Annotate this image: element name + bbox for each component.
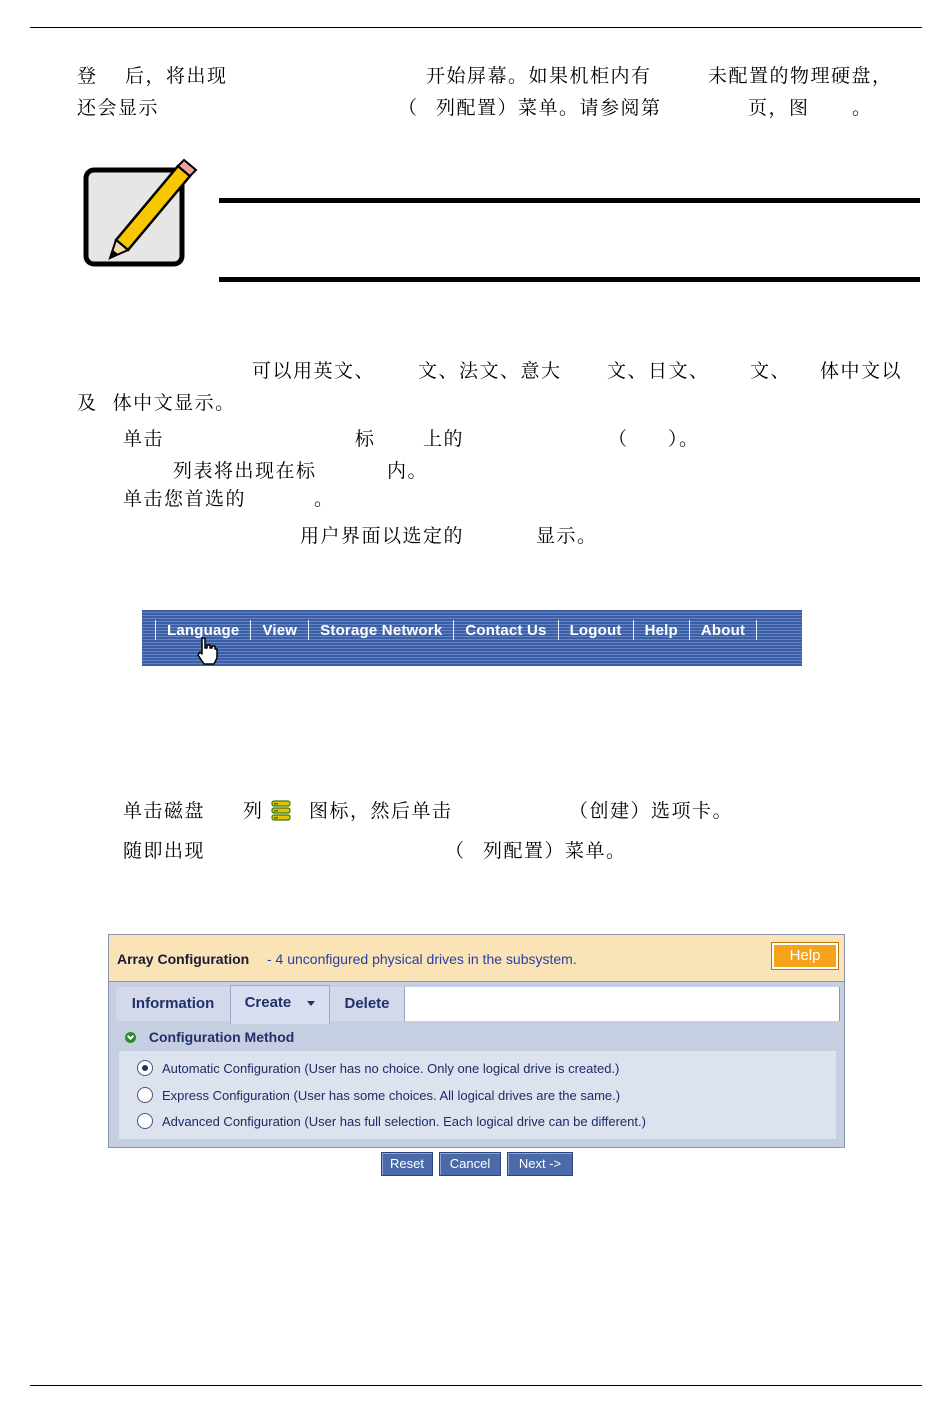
para1-line2-c: 列配置）菜单。请参阅第 xyxy=(436,97,662,119)
step1-c: 上的 xyxy=(423,428,465,450)
para1-line2-d: 页，图 xyxy=(748,97,810,119)
radio-automatic[interactable] xyxy=(137,1060,153,1076)
footer-rule xyxy=(30,1385,922,1386)
step3-result-c: 列配置）菜单。 xyxy=(483,840,627,862)
nav-help[interactable]: Help xyxy=(644,621,678,639)
nav-separator xyxy=(155,620,156,640)
panel-subtitle: - 4 unconfigured physical drives in the subsystem. xyxy=(267,951,577,967)
option-advanced-label: Advanced Configuration (User has full selection. Each logical drive can be different.) xyxy=(162,1114,646,1129)
nav-separator xyxy=(250,620,251,640)
step1-b: 标 xyxy=(355,428,376,450)
nav-contact-us[interactable]: Contact Us xyxy=(465,621,547,639)
nav-separator xyxy=(308,620,309,640)
para2-line1-e: 体中文以 xyxy=(820,360,903,382)
option-automatic-label: Automatic Configuration (User has no choice. Only one logical drive is created.) xyxy=(162,1061,620,1076)
tab-delete[interactable] xyxy=(330,987,405,1021)
note-rule-top xyxy=(219,198,920,203)
para1-line1-b: 后，将出现 xyxy=(125,65,228,87)
collapse-toggle-icon[interactable] xyxy=(125,1032,136,1043)
nav-separator xyxy=(633,620,634,640)
tab-create[interactable] xyxy=(230,985,330,1024)
header-rule xyxy=(30,27,922,28)
configuration-method-section[interactable] xyxy=(125,1029,294,1045)
option-express-label: Express Configuration (User has some choices. All logical drives are the same.) xyxy=(162,1088,621,1103)
para1-line2-a: 还会显示 xyxy=(77,97,160,119)
top-navigation-bar xyxy=(142,610,802,666)
step1-result-a: 列表将出现在标 xyxy=(173,460,317,482)
para1-line1-c: 开始屏幕。如果机柜内有 xyxy=(426,65,652,87)
para2-line1-b: 文、法文、意大 xyxy=(418,360,562,382)
next-button[interactable]: Next -> xyxy=(507,1152,573,1176)
nav-separator xyxy=(558,620,559,640)
help-button[interactable]: Help xyxy=(772,943,838,969)
step3-result-a: 随即出现 xyxy=(123,840,206,862)
step1-a: 单击 xyxy=(123,428,165,450)
action-buttons xyxy=(381,1152,573,1176)
para1-line2-e: 。 xyxy=(852,97,873,119)
nav-separator xyxy=(756,620,757,640)
option-automatic[interactable] xyxy=(137,1060,619,1076)
note-rule-bottom xyxy=(219,277,920,282)
step3-b: 列 xyxy=(243,800,264,822)
tab-information[interactable] xyxy=(116,987,231,1021)
radio-express[interactable] xyxy=(137,1087,153,1103)
step3-result-b: （ xyxy=(445,840,466,862)
nav-items xyxy=(152,618,760,642)
step1-e: ）。 xyxy=(668,428,700,450)
step3-d: （创建）选项卡。 xyxy=(569,800,734,822)
tab-strip xyxy=(116,987,840,1021)
para2-line1-a: 可以用英文、 xyxy=(252,360,376,382)
panel-title: Array Configuration xyxy=(117,951,250,967)
radio-advanced[interactable] xyxy=(137,1113,153,1129)
nav-storage-network[interactable]: Storage Network xyxy=(320,621,443,639)
option-express[interactable] xyxy=(137,1087,620,1103)
disk-array-icon xyxy=(271,800,291,822)
para1-line1-a: 登 xyxy=(77,65,98,87)
options-area xyxy=(119,1051,836,1139)
hand-cursor-icon xyxy=(195,636,221,666)
nav-about[interactable]: About xyxy=(700,621,746,639)
step2-a: 单击您首选的 xyxy=(123,488,247,510)
cancel-button[interactable]: Cancel xyxy=(439,1152,501,1176)
nav-logout[interactable]: Logout xyxy=(569,621,622,639)
step1-d: （ xyxy=(608,428,629,450)
step2-b: 。 xyxy=(314,488,335,510)
nav-view[interactable]: View xyxy=(262,621,298,639)
para1-line2-b: （ xyxy=(398,97,419,119)
step2-result-b: 显示。 xyxy=(536,525,598,547)
panel-header xyxy=(109,935,844,982)
option-advanced[interactable] xyxy=(137,1113,646,1129)
nav-separator xyxy=(689,620,690,640)
tab-create-label: Create xyxy=(244,994,292,1011)
nav-language[interactable]: Language xyxy=(167,621,240,639)
step1-result-b: 内。 xyxy=(387,460,429,482)
reset-button[interactable]: Reset xyxy=(381,1152,433,1176)
note-pencil-icon xyxy=(82,158,198,270)
array-configuration-panel xyxy=(108,934,845,1148)
step2-result-a: 用户界面以选定的 xyxy=(300,525,465,547)
tab-delete-label: Delete xyxy=(344,995,390,1012)
para2-line1-d: 文、 xyxy=(750,360,792,382)
step3-c: 图标，然后单击 xyxy=(309,800,453,822)
chevron-down-icon[interactable] xyxy=(307,1001,315,1006)
tab-information-label: Information xyxy=(131,995,215,1012)
para2-line1-c: 文、日文、 xyxy=(607,360,710,382)
para2-line2: 及 体中文显示。 xyxy=(77,392,236,414)
step3-a: 单击磁盘 xyxy=(123,800,206,822)
section-label: Configuration Method xyxy=(148,1029,295,1045)
para1-line1-d: 未配置的物理硬盘， xyxy=(708,65,893,87)
nav-separator xyxy=(453,620,454,640)
